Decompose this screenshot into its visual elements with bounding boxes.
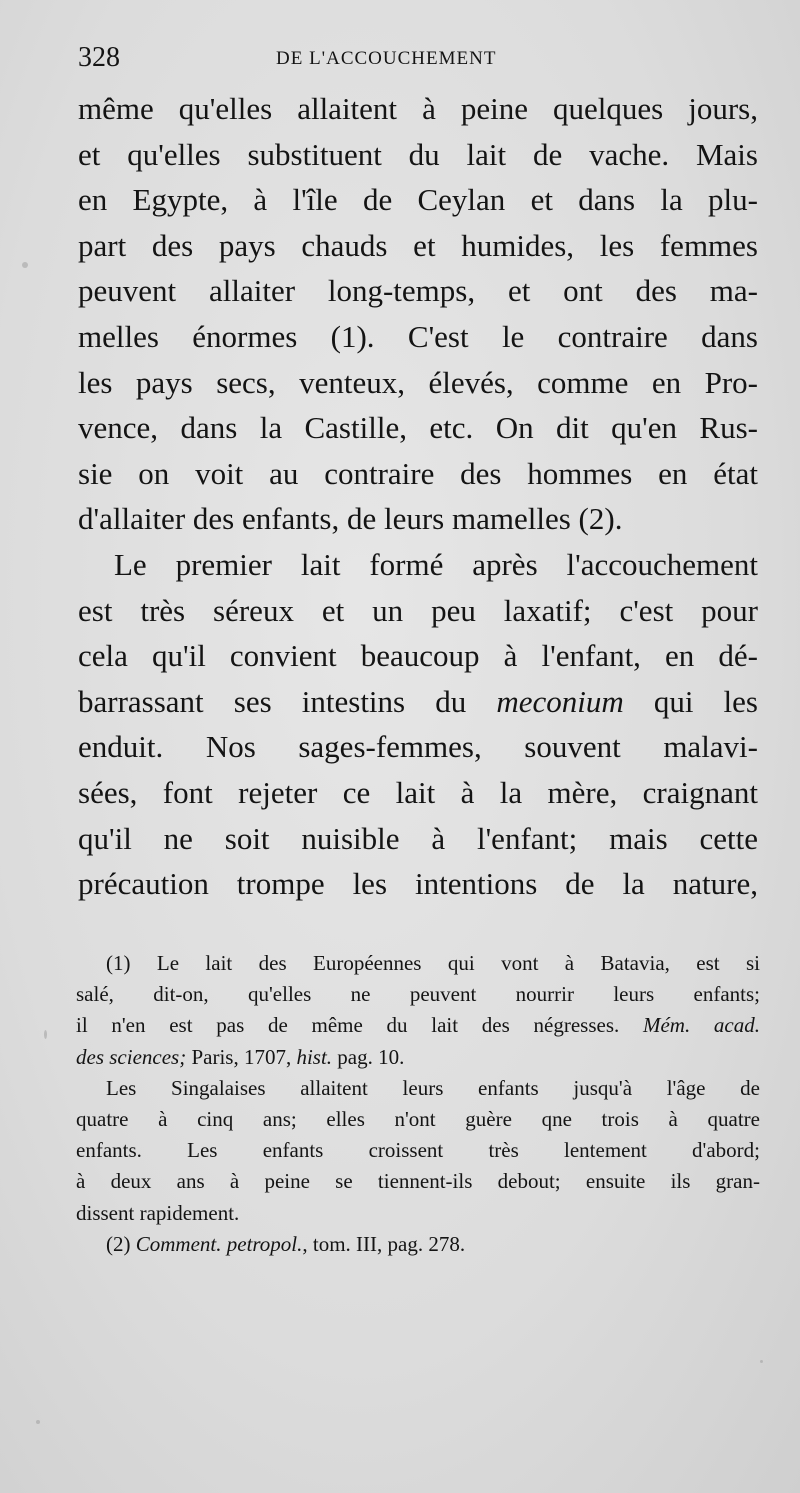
text-line: melles énormes (1). C'est le contraire dans [78, 318, 758, 354]
footnotes [76, 948, 760, 1260]
text-line: vence, dans la Castille, etc. On dit qu'en Rus- [78, 410, 758, 446]
footnote-1-continuation-line: quatre à cinq ans; elles n'ont guère qne trois à quatre [76, 1106, 760, 1131]
paper-speck [36, 1420, 40, 1424]
text-line: précaution trompe les intentions de la nature, [78, 866, 758, 902]
running-head: DE L'ACCOUCHEMENT [276, 48, 497, 69]
text-line: sées, font rejeter ce lait à la mère, craignant [78, 774, 758, 810]
footnote-1-continuation-line: dissent rapidement. [76, 1200, 240, 1225]
citation-italic: Comment. petropol. [135, 1231, 303, 1256]
text-line: en Egypte, à l'île de Ceylan et dans la plu- [78, 182, 758, 218]
page-header [78, 42, 758, 82]
text-line: et qu'elles substituent du lait de vache. Mais [78, 136, 758, 172]
paper-speck [760, 1360, 763, 1363]
body-text [78, 86, 758, 907]
text-line: peuvent allaiter long-temps, et ont des ma- [78, 273, 758, 309]
text-line: cela qu'il convient beaucoup à l'enfant, en dé- [78, 638, 758, 674]
text-line: enduit. Nos sages-femmes, souvent malavi- [78, 729, 758, 765]
paper-speck [44, 1030, 47, 1039]
text-line: d'allaiter des enfants, de leurs mamelles (2). [78, 501, 623, 537]
italic-term: meconium [496, 683, 624, 719]
text-line: barrassant ses intestins du meconium qui les [78, 683, 758, 719]
page-number: 328 [78, 42, 120, 73]
citation-italic: des sciences; [76, 1044, 187, 1069]
paper-speck [22, 262, 28, 268]
footnote-1-line: (1) Le lait des Européennes qui vont à Batavia, est si [106, 951, 760, 975]
footnote-1-line: il n'en est pas de même du lait des négresses. Mém. acad. [76, 1013, 760, 1038]
footnote-2-line: (2) Comment. petropol., tom. III, pag. 278. [106, 1231, 466, 1256]
text-line: qu'il ne soit nuisible à l'enfant; mais cette [78, 820, 758, 856]
footnote-1-continuation-line: à deux ans à peine se tiennent-ils debout; ensuite ils gran- [76, 1169, 760, 1194]
footnote-1-continuation-line: enfants. Les enfants croissent très lentement d'abord; [76, 1138, 760, 1163]
text-line: sie on voit au contraire des hommes en état [78, 455, 758, 491]
footnote-1-line: salé, dit-on, qu'elles ne peuvent nourrir leurs enfants; [76, 982, 760, 1007]
citation-italic: hist. [296, 1044, 333, 1069]
footnote-1-continuation-line: Les Singalaises allaitent leurs enfants jusqu'à l'âge de [106, 1075, 760, 1100]
citation-italic: Mém. acad. [642, 1013, 760, 1038]
text-line: part des pays chauds et humides, les femmes [78, 227, 758, 263]
footnote-1-line: des sciences; Paris, 1707, hist. pag. 10. [76, 1044, 405, 1069]
text-line: les pays secs, venteux, élevés, comme en Pro- [78, 364, 758, 400]
paragraph-start-line: Le premier lait formé après l'accouchement [114, 546, 758, 582]
text-line: est très séreux et un peu laxatif; c'est pour [78, 592, 758, 628]
text-line: même qu'elles allaitent à peine quelques jours, [78, 91, 758, 126]
